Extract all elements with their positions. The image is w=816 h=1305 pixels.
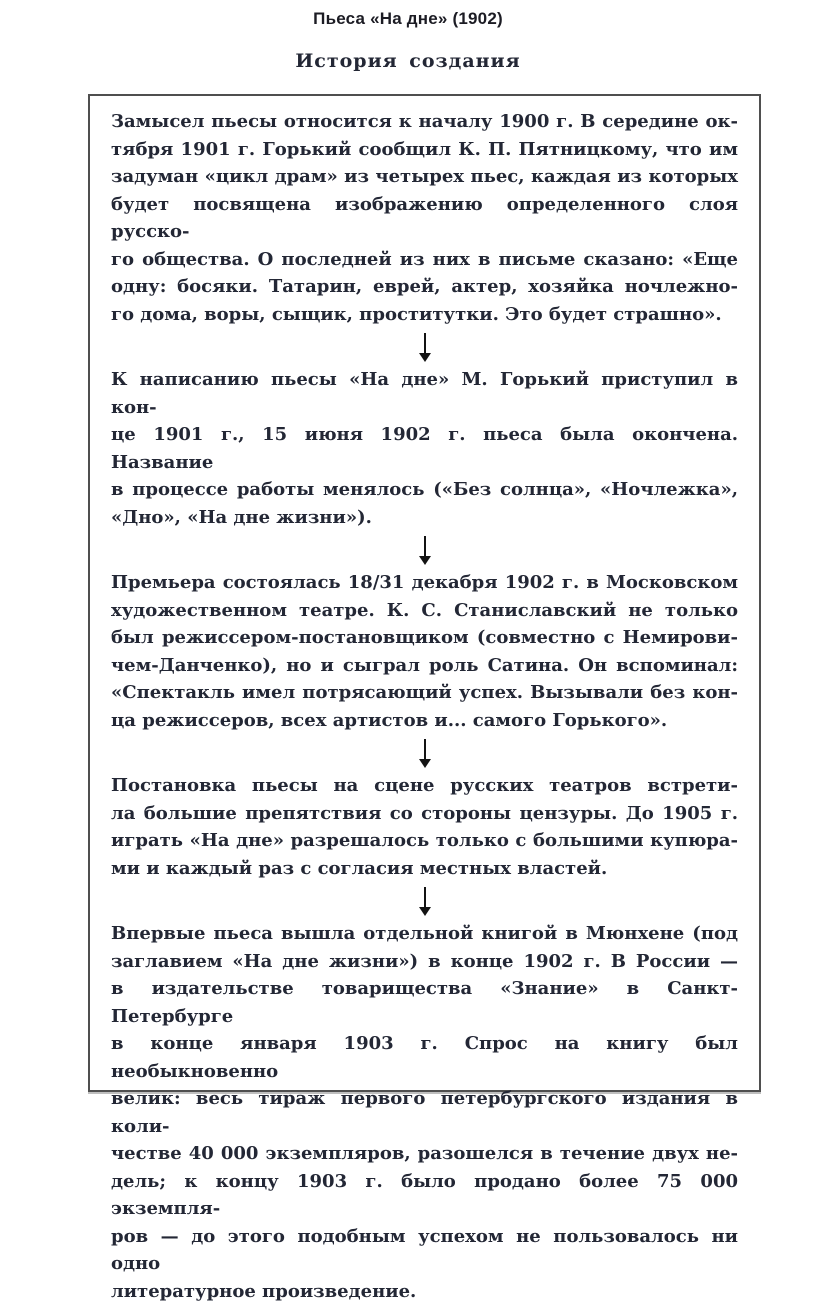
down-arrow-icon — [111, 532, 738, 568]
arrow-shaft — [424, 536, 426, 556]
arrow-head — [419, 759, 431, 768]
text-line: Постановка пьесы на сцене русских театров встрети- — [111, 772, 738, 800]
arrow-shaft — [424, 739, 426, 759]
text-line: заглавием «На дне жизни») в конце 1902 г. В России — — [111, 948, 738, 976]
arrow-shaft — [424, 887, 426, 907]
text-line: го дома, воры, сыщик, проститутки. Это будет страшно». — [111, 301, 738, 329]
flowchart-block-censorship — [111, 772, 738, 882]
down-arrow-icon — [111, 329, 738, 365]
text-line: «Спектакль имел потрясающий успех. Вызывали без кон- — [111, 679, 738, 707]
text-line: тября 1901 г. Горький сообщил К. П. Пятницкому, что им — [111, 136, 738, 164]
text-line: играть «На дне» разрешалось только с большими купюра- — [111, 827, 738, 855]
flowchart-block-premiere — [111, 569, 738, 734]
text-line: ла большие препятствия со стороны цензуры. До 1905 г. — [111, 800, 738, 828]
flowchart-block-publication — [111, 920, 738, 1305]
text-line: Премьера состоялась 18/31 декабря 1902 г. в Московском — [111, 569, 738, 597]
text-line: в процессе работы менялось («Без солнца», «Ночлежка», — [111, 476, 738, 504]
text-line: задуман «цикл драм» из четырех пьес, каждая из которых — [111, 163, 738, 191]
flowchart-block-conception — [111, 108, 738, 328]
text-line: К написанию пьесы «На дне» М. Горький приступил в кон- — [111, 366, 738, 421]
text-line: литературное произведение. — [111, 1278, 738, 1305]
text-line: Впервые пьеса вышла отдельной книгой в Мюнхене (под — [111, 920, 738, 948]
text-line: ров — до этого подобным успехом не пользовалось ни одно — [111, 1223, 738, 1278]
text-line: честве 40 000 экземпляров, разошелся в течение двух не- — [111, 1140, 738, 1168]
down-arrow-icon — [111, 735, 738, 771]
text-line: ми и каждый раз с согласия местных властей. — [111, 855, 738, 883]
flowchart-box — [88, 94, 761, 1092]
page-subtitle: История создания — [0, 50, 816, 72]
arrow-shaft — [424, 333, 426, 353]
text-line: художественном театре. К. С. Станиславский не только — [111, 597, 738, 625]
text-line: был режиссером-постановщиком (совместно с Немирови- — [111, 624, 738, 652]
text-line: це 1901 г., 15 июня 1902 г. пьеса была окончена. Название — [111, 421, 738, 476]
text-line: будет посвящена изображению определенного слоя русско- — [111, 191, 738, 246]
arrow-head — [419, 556, 431, 565]
text-line: ца режиссеров, всех артистов и... самого Горького». — [111, 707, 738, 735]
text-line: чем-Данченко), но и сыграл роль Сатина. Он вспоминал: — [111, 652, 738, 680]
text-line: одну: босяки. Татарин, еврей, актер, хозяйка ночлежно- — [111, 273, 738, 301]
page-title: Пьеса «На дне» (1902) — [0, 9, 816, 29]
text-line: дель; к концу 1903 г. было продано более 75 000 экземпля- — [111, 1168, 738, 1223]
text-line: велик: весь тираж первого петербургского издания в коли- — [111, 1085, 738, 1140]
text-line: в издательстве товарищества «Знание» в Санкт-Петербурге — [111, 975, 738, 1030]
text-line: «Дно», «На дне жизни»). — [111, 504, 738, 532]
text-line: Замысел пьесы относится к началу 1900 г. В середине ок- — [111, 108, 738, 136]
down-arrow-icon — [111, 883, 738, 919]
text-line: в конце января 1903 г. Спрос на книгу был необыкновенно — [111, 1030, 738, 1085]
arrow-head — [419, 907, 431, 916]
arrow-head — [419, 353, 431, 362]
flowchart-block-writing — [111, 366, 738, 531]
document-page — [0, 9, 816, 1109]
text-line: го общества. О последней из них в письме сказано: «Еще — [111, 246, 738, 274]
